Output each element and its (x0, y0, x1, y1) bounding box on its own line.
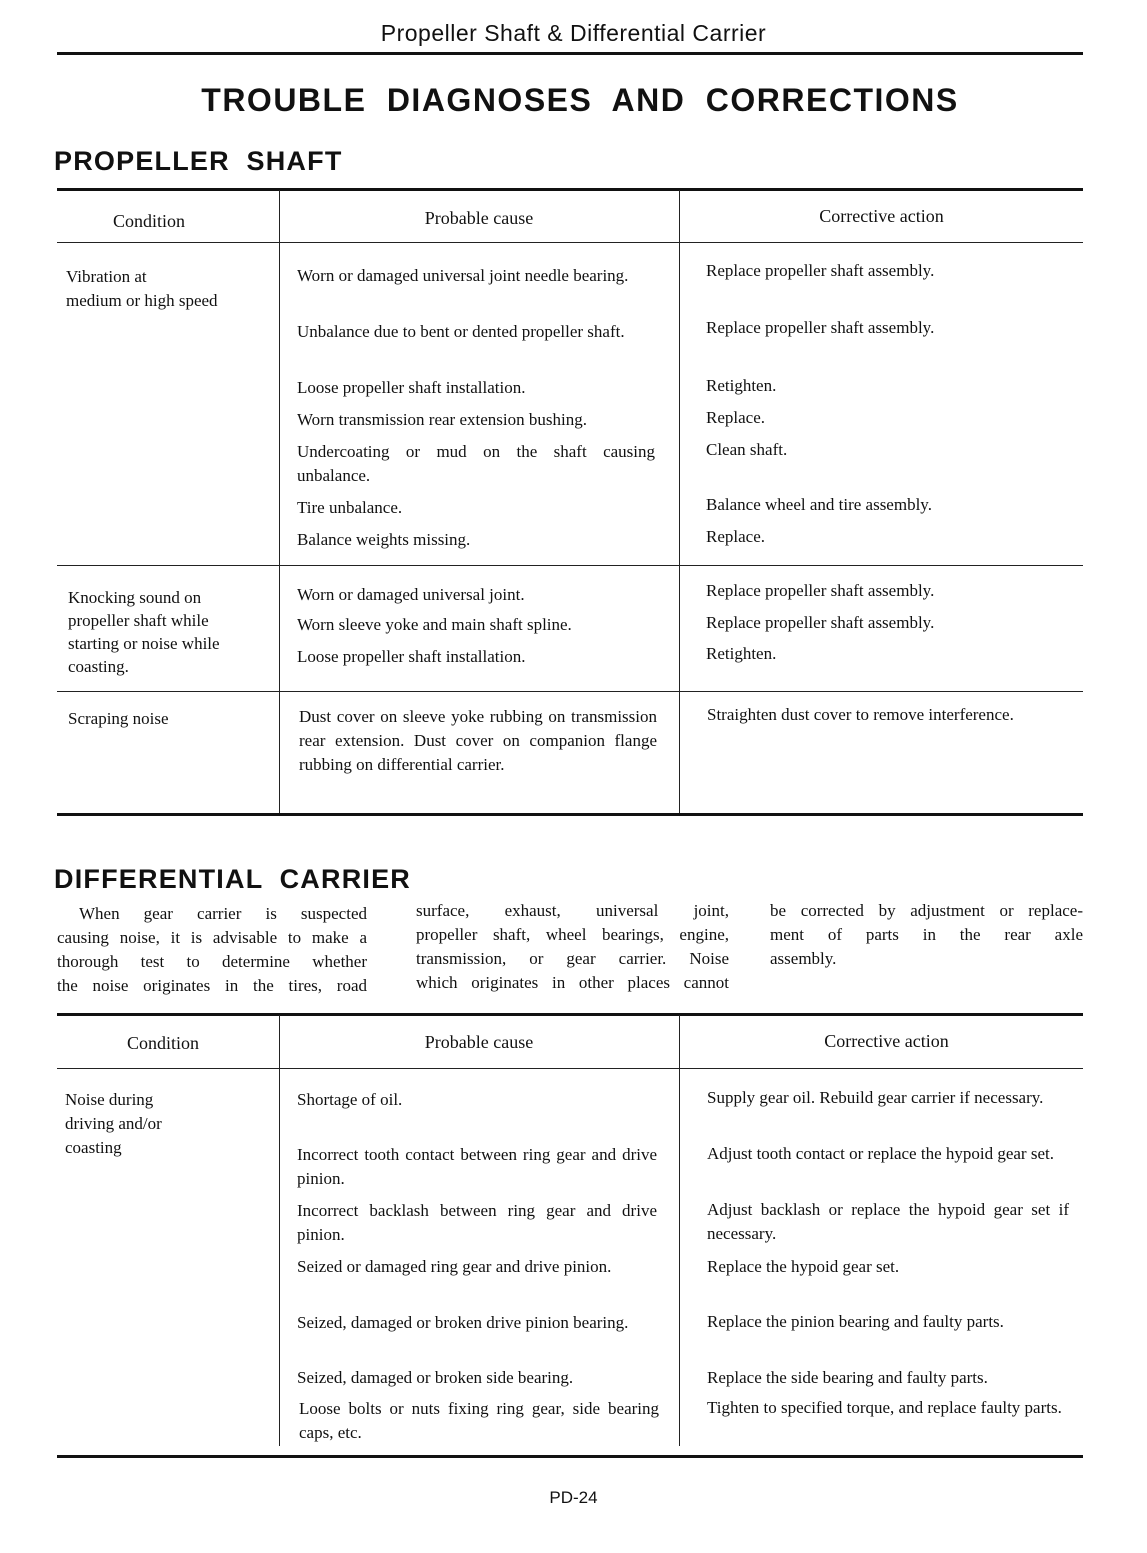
condition-line: coasting. (68, 657, 129, 676)
intro-line: transmission, or gear carrier. Noise (416, 949, 729, 968)
group-separator (57, 691, 1083, 692)
action-cell: Replace the pinion bearing and faulty parts. (707, 1312, 1004, 1331)
intro-line: assembly. (770, 949, 837, 968)
table-top-rule (57, 1013, 1083, 1016)
condition-line: Knocking sound on (68, 588, 202, 607)
condition-line: Scraping noise (68, 709, 169, 728)
cause-cell: Seized, damaged or broken side bearing. (297, 1368, 574, 1387)
action-cell: Tighten to specified torque, and replace faulty parts. (707, 1398, 1062, 1417)
cause-cell: Worn or damaged universal joint needle bearing. (297, 266, 629, 285)
condition-line: propeller shaft while (68, 611, 209, 630)
propeller-shaft-heading: PROPELLER SHAFT (54, 146, 343, 176)
column-header-probable-cause: Probable cause (424, 1032, 534, 1052)
condition-cell (68, 586, 273, 678)
action-cell: Replace. (706, 408, 765, 427)
condition-line: Noise during (65, 1090, 154, 1109)
intro-line: When gear carrier is suspected (79, 904, 367, 923)
condition-line: Vibration at (66, 267, 147, 286)
cause-cell: Loose propeller shaft installation. (297, 378, 526, 397)
intro-column (770, 899, 1083, 971)
condition-line: driving and/or (65, 1114, 162, 1133)
cause-cell: Balance weights missing. (297, 530, 471, 549)
condition-cell (68, 707, 268, 731)
cause-cell: Seized, damaged or broken drive pinion bearing. (297, 1313, 629, 1332)
cause-cell: Seized or damaged ring gear and drive pinion. (297, 1257, 612, 1276)
column-header-corrective-action: Corrective action (819, 206, 944, 226)
page-number: PD-24 (549, 1488, 598, 1507)
column-header-probable-cause: Probable cause (424, 208, 534, 228)
intro-column (416, 899, 729, 995)
cause-cell: Undercoating or mud on the shaft causing unbalance. (297, 442, 655, 485)
action-cell: Straighten dust cover to remove interference. (707, 705, 1014, 724)
cause-cell: Loose propeller shaft installation. (297, 647, 526, 666)
table-bottom-rule (57, 813, 1083, 816)
column-divider (679, 1015, 680, 1446)
action-cell: Adjust backlash or replace the hypoid gear set if necessary. (707, 1200, 1069, 1243)
cause-cell: Loose bolts or nuts fixing ring gear, side bearing caps, etc. (299, 1399, 659, 1442)
action-cell: Adjust tooth contact or replace the hypoid gear set. (707, 1144, 1054, 1163)
action-cell: Clean shaft. (706, 440, 788, 459)
action-cell: Replace propeller shaft assembly. (706, 318, 935, 337)
cause-cell: Incorrect tooth contact between ring gear and drive pinion. (297, 1145, 657, 1188)
header-separator (57, 1068, 1083, 1069)
group-separator (57, 565, 1083, 566)
cause-cell: Worn sleeve yoke and main shaft spline. (297, 615, 572, 634)
cause-cell: Worn transmission rear extension bushing. (297, 410, 587, 429)
table-bottom-rule (57, 1455, 1083, 1458)
cause-cell: Shortage of oil. (297, 1090, 403, 1109)
action-cell: Retighten. (706, 644, 777, 663)
column-header-condition: Condition (112, 211, 185, 231)
action-cell: Replace propeller shaft assembly. (706, 261, 935, 280)
action-cell: Balance wheel and tire assembly. (706, 495, 932, 514)
condition-cell (66, 265, 266, 313)
differential-carrier-heading: DIFFERENTIAL CARRIER (54, 864, 412, 894)
condition-line: starting or noise while (68, 634, 220, 653)
column-divider (279, 190, 280, 816)
action-cell: Replace the side bearing and faulty parts. (707, 1368, 988, 1387)
intro-column (57, 902, 367, 998)
cause-cell: Tire unbalance. (297, 498, 403, 517)
action-cell: Replace. (706, 527, 765, 546)
cause-cell: Dust cover on sleeve yoke rubbing on transmission rear extension. Dust cover on companion flange rubbing on differential carrier. (299, 707, 657, 774)
column-header-condition: Condition (126, 1033, 199, 1053)
cause-cell: Incorrect backlash between ring gear and drive pinion. (297, 1201, 657, 1244)
page-title: TROUBLE DIAGNOSES AND CORRECTIONS (201, 82, 959, 118)
column-divider (679, 190, 680, 816)
intro-line: the noise originates in the tires, road (57, 976, 367, 995)
column-divider (279, 1015, 280, 1446)
intro-line: which originates in other places cannot (416, 973, 729, 992)
action-cell: Supply gear oil. Rebuild gear carrier if necessary. (707, 1088, 1044, 1107)
intro-line: be corrected by adjustment or replace- (770, 901, 1083, 920)
condition-line: medium or high speed (66, 291, 218, 310)
cause-cell: Worn or damaged universal joint. (297, 585, 525, 604)
condition-cell (65, 1088, 265, 1160)
action-cell: Retighten. (706, 376, 777, 395)
running-header: Propeller Shaft & Differential Carrier (380, 20, 767, 46)
cause-cell: Unbalance due to bent or dented propeller shaft. (297, 322, 625, 341)
condition-line: coasting (65, 1138, 122, 1157)
intro-line: surface, exhaust, universal joint, (416, 901, 729, 920)
action-cell: Replace the hypoid gear set. (707, 1257, 900, 1276)
table-top-rule (57, 188, 1083, 191)
intro-line: thorough test to determine whether (57, 952, 367, 971)
action-cell: Replace propeller shaft assembly. (706, 613, 935, 632)
column-header-corrective-action: Corrective action (824, 1031, 949, 1051)
header-separator (57, 242, 1083, 243)
header-rule (57, 52, 1083, 55)
intro-line: ment of parts in the rear axle (770, 925, 1083, 944)
intro-line: propeller shaft, wheel bearings, engine, (416, 925, 729, 944)
action-cell: Replace propeller shaft assembly. (706, 581, 935, 600)
intro-line: causing noise, it is advisable to make a (57, 928, 367, 947)
